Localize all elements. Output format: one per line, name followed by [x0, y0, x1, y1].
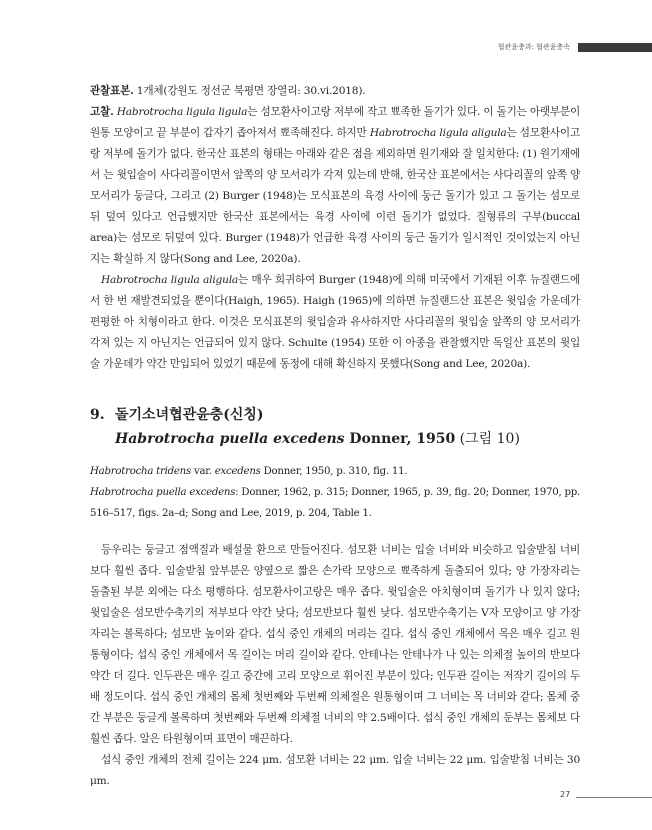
synonym-run: Donner, 1950, p. 310, fig. 11. — [260, 466, 408, 477]
remarks-1-run: 모서리가 둥글다, 그리고 (2) Burger (1948)는 모식표본의 육경 사이에 둥근 돌기가 있고 그 돌기는 섬모로 뒤 — [90, 190, 580, 223]
section-number: 9. — [90, 407, 105, 423]
specimen-paragraph — [90, 81, 580, 102]
figure-reference: (그림 10) — [455, 431, 520, 447]
remarks-block — [90, 81, 580, 375]
synonym-run: excedens — [214, 466, 261, 477]
remarks-1-run: Habrotrocha ligula aligula — [369, 127, 507, 139]
remarks-1-run: 지 않다(Song and Lee, 2020a). — [146, 253, 301, 265]
section-heading-line2 — [90, 427, 580, 451]
section-heading-line1 — [90, 403, 580, 427]
synonym-run: figs. 2a–d; Song and Lee, 2019, p. 204, Table 1. — [138, 508, 372, 519]
page-footer — [0, 790, 652, 804]
synonymy-list — [90, 461, 580, 524]
description-block — [90, 540, 580, 792]
remarks-label: 고찰. — [90, 106, 114, 118]
remarks-2-run: 지 아닌지는 언급되어 있지 않다. Schulte (1954) 또한 이 아종을 관찰했지만 독일산 표본의 윗입술 가운데가 — [90, 337, 580, 370]
remarks-paragraph-2 — [90, 270, 580, 375]
remarks-1-run: 섬모로 뒤덮여 있다. Burger (1948)가 언급한 육경 사이의 둥근 돌기가 일시적인 것이었는지 아닌지는 확실하 — [90, 232, 580, 265]
remarks-1-run: 원통 모양이고 끝 부분이 갑자기 좁아져서 뾰족해진다. 하지만 — [90, 127, 370, 139]
remarks-2-run: 번 재발견되었을 뿐이다(Haigh, 1965). Haigh (1965)에 의하면 뉴질랜드산 표본은 윗입술 가운데가 편평한 아 — [90, 295, 580, 328]
remarks-1-run: 덮여 있다고 언급했지만 한국산 표본에서는 육경 사이에 이런 돌기가 없었다. 질형류의 구부(buccal area)는 — [90, 211, 580, 244]
synonymy-text — [90, 461, 580, 524]
remarks-paragraph-1 — [90, 102, 580, 270]
specimen-label: 관찰표본. — [90, 85, 134, 97]
remarks-text-1 — [90, 106, 580, 265]
description-paragraph: 등우리는 둥글고 점액질과 배설물 환으로 만들어진다. 섬모환 너비는 입술 너비와 비슷하고 입술받침 너비 보다 훨씬 좁다. 입술받침 앞부분은 양옆으로 짧은 손가락 모양으로 뾰족하게 돌출되어 있다; 양 가장자리는 돌출된 부분 외에는 다소 평행하다. 섬모환사이고랑은 매우 좁다. 윗입술은 아치형이며 돌기가 나 있지 않다; 윗입술은 섬모반수축기의 저부보다 약간 낮다; 섬모반보다 훨씬 낮다. 섬모반수축기는 V자 모양이고 양 가장 자리는 볼록하다; 섬모반 높이와 같다. 섭식 중인 개체의 머리는 길다. 섭식 중인 개체에서 목은 매우 길고 원 통형이다; 섭식 중인 개체에서 목 길이는 머리 길이와 같다. 안테나는 안테나가 나 있는 의체절 높이의 반보다 약간 더 길다. 인두관은 매우 길고 중간에 고리 모양으로 휘어진 부분이 있다; 인두관 길이는 저작기 길이의 두 배 정도이다. 섭식 중인 개체의 몸체 첫번째와 두번째 의체절은 원통형이며 그 너비는 목 너비와 같다; 몸체 중간 부분은 둥글게 볼록하며 첫번째와 두번째 의체절 너비의 약 2.5배이다. 섭식 중인 개체의 둔부는 몸체보 다 훨씬 좁다. 알은 타원형이며 표면이 매끈하다. — [90, 544, 580, 745]
header-bar — [578, 43, 652, 52]
footer-rule — [576, 797, 652, 798]
specimen-text: 1개체(강원도 정선군 북평면 장열리: 30.vi.2018). — [133, 85, 366, 97]
section-title-kr: 돌기소녀협관윤충(신칭) — [115, 407, 264, 423]
remarks-1-run: 는 섬모환사이고랑 저부에 작고 뾰족한 돌기가 있다. 이 돌기는 아랫부분이 — [247, 106, 580, 118]
remarks-text-2 — [90, 274, 580, 370]
remarks-1-run: 는 윗입술이 사다리꼴이면서 앞쪽의 양 모서리가 각져 있는데 반해, 한국산 표본에서는 사다리꼴의 앞쪽 양 — [103, 169, 580, 181]
synonym-run: var. — [190, 466, 215, 477]
remarks-1-run: 저부에 돌기가 없다. 한국산 표본의 형태는 아래와 같은 점을 제외하면 원기재와 잘 일치한다: (1) 원기재에서 — [90, 148, 580, 181]
remarks-2-run: 는 매우 희귀하여 Burger (1948)에 의해 미국에서 기재된 이후 뉴질랜드에서 한 — [90, 274, 580, 307]
synonym-run: Habrotrocha tridens — [90, 466, 191, 477]
synonym-run: Habrotrocha puella excedens — [90, 487, 236, 498]
measurements-paragraph: 섭식 중인 개체의 전체 길이는 224 μm. 섬모환 너비는 22 μm. 입술 너비는 22 μm. 입술받침 너비는 30 μm. — [90, 754, 580, 787]
section-heading — [90, 403, 580, 451]
remarks-2-run: 약간 만입되어 있었기 때문에 동정에 대해 확신하지 못했다(Song and Lee, 2020a). — [146, 358, 531, 370]
page-number: 27 — [560, 790, 571, 799]
synonym-run: : Donner, 1962, p. 315; Donner, 1965, p. 39, fig. 20; Donner, 1970, pp. 516–517, — [90, 487, 580, 519]
remarks-2-run: Habrotrocha ligula aligula — [101, 274, 239, 286]
remarks-2-run: 치형이라고 한다. 이것은 모식표본의 윗입술과 유사하지만 사다리꼴의 윗입술 앞쪽의 양 모서리가 각져 있는 — [90, 316, 580, 349]
section-taxon: Habrotrocha puella excedens — [115, 431, 345, 447]
section-author: Donner, 1950 — [344, 431, 456, 447]
running-header — [498, 41, 652, 53]
remarks-1-run: 는 섬모환사이고랑 — [90, 127, 580, 160]
remarks-1-run: Habrotrocha ligula ligula — [116, 106, 248, 118]
running-title: 협관윤충과: 협관윤충속 — [497, 43, 570, 51]
